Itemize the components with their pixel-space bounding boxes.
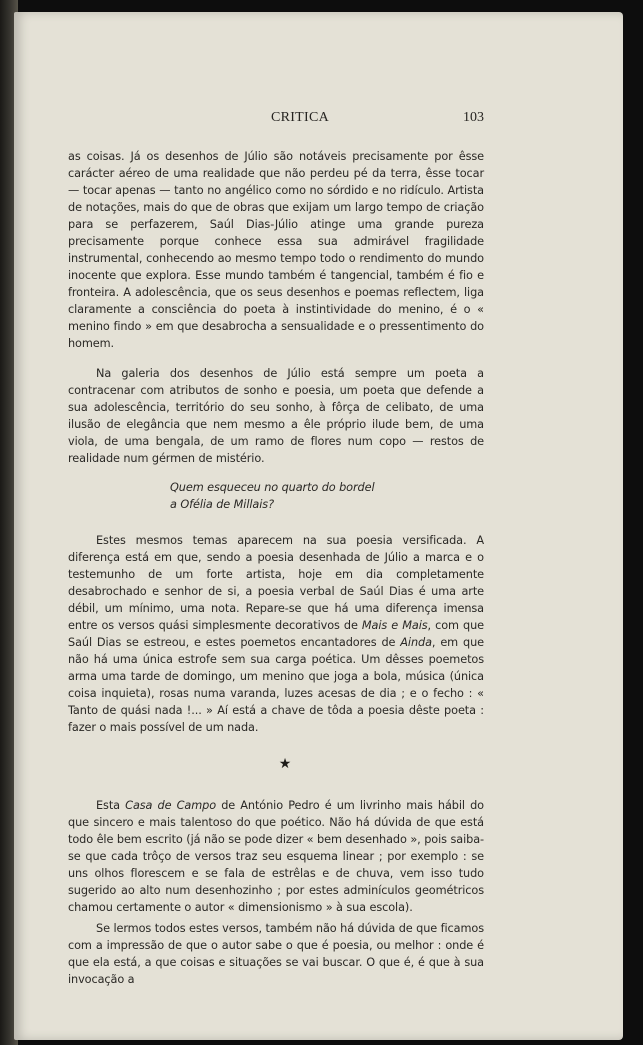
verse-line-2-name: Millais: [233, 498, 269, 511]
verse-line-1: Quem esqueceu no quarto do bordel: [170, 481, 375, 494]
paragraph-4: [68, 797, 484, 916]
verse-line-2-suffix: ?: [268, 498, 274, 511]
paragraph-5: Se lermos todos estes versos, também não há dúvida de que ficamos com a impressão de que o autor sabe o que é poesia, ou melhor : onde é que ela está, a que coisas e situações se vai buscar. O que é, é que à sua invocação a: [68, 922, 484, 986]
section-separator-star: ★: [278, 756, 292, 772]
paragraph-3-part-a: Estes mesmos temas aparecem na sua poesia versificada. A diferença está em que, sendo a poesia desenhada de Júlio a marca e o testemunho de um forte artista, hoje em dia completamente desabrochado e senhor de si, a poesia verbal de Saúl Dias é uma arte débil, um mínimo, uma nota. Repare-se que há uma diferença imensa entre os versos quási simplesmente decorativos de: [68, 534, 484, 632]
paragraph-1: as coisas. Já os desenhos de Júlio são notáveis precisamente por êsse carácter aéreo de uma realidade que não perdeu pé da terra, êsse tocar — tocar apenas — tanto no angélico como no sórdido e no ridículo. Artista de notações, mais do que de obras que exijam um largo tempo de criação para se perfazerem, Saúl Dias-Júlio atinge uma grande pureza precisamente porque conhece essa sua admirável fragilidade instrumental, conhecendo ao mesmo tempo todo o rendimento do mundo inocente que explora. Esse mundo também é tangencial, também é fio e fronteira. A adolescência, que os seus desenhos e poemas reflectem, liga claramente a consciência do poeta à instintividade do menino, é o « menino findo » em que desabrocha a sensualidade e o pressentimento do homem.: [68, 150, 484, 350]
paragraph-4-part-a: Esta: [96, 799, 126, 812]
paragraph-3-part-b: , com que Saúl Dias se estreou, e estes poemetos encantadores de: [68, 619, 485, 649]
verse-line-2: [170, 496, 484, 513]
book-title-mais-e-mais: Mais e Mais: [361, 619, 428, 632]
page-number: 103: [463, 110, 484, 125]
verse-quote: [170, 479, 484, 513]
paragraph-2: Na galeria dos desenhos de Júlio está sempre um poeta a contracenar com atributos de sonho e poesia, um poeta que defende a sua adolescência, território do seu sonho, à fôrça de celibato, de uma ilusão de elegância que nem mesmo a êle próprio ilude bem, de uma viola, de uma bengala, de um ramo de flores num copo — restos de realidade num gérmen de mistério.: [68, 367, 484, 465]
verse-line-2-prefix: a Ofélia de: [170, 498, 234, 511]
paragraph-3: [68, 532, 484, 736]
page-body: [68, 148, 484, 988]
paragraph-4-part-b: de António Pedro é um livrinho mais hábil do que sincero e mais talentoso do que poético. Não há dúvida de que está todo êle bem escrito (já não se pode dizer « bem desenhado », pois saiba-se que cada trôço de versos traz seu esquema linear ; por exemplo : se uns olhos florescem e se fala de estrêlas e de chuva, vem isso tudo sugerido ao alto num desenhozinho ; por estes adminículos geométricos chamou certamente o autor « dimensionismo » à sua escola).: [68, 799, 484, 914]
running-title: CRITICA: [270, 110, 330, 125]
book-title-ainda: Ainda: [400, 636, 432, 649]
page-header: [0, 110, 643, 128]
paragraph-3-part-c: , em que não há uma única estrofe sem sua carga poética. Um dêsses poemetos arma uma tarde de domingo, um menino que joga a bola, música (única coisa inquieta), rosas numa varanda, luzes acesas de dia ; e o fecho : « Tanto de quási nada !... » Aí está a chave de tôda a poesia dêste poeta : fazer o mais possível de um nada.: [68, 636, 484, 734]
book-title-casa-de-campo: Casa de Campo: [125, 799, 217, 812]
